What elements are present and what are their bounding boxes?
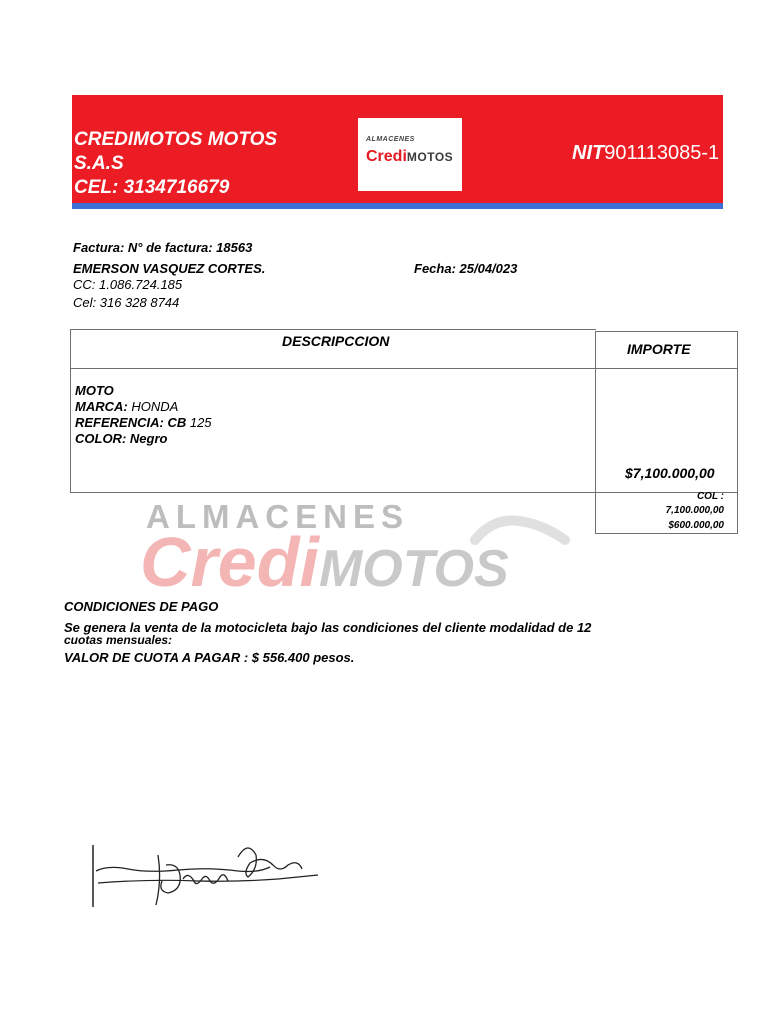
header-accent-bar — [72, 203, 723, 209]
logo-motos: MOTOS — [406, 150, 454, 164]
item-price: $7,100.000,00 — [625, 465, 715, 481]
nit — [572, 142, 719, 165]
item-referencia — [75, 415, 212, 430]
watermark-credi: Credi — [140, 523, 319, 601]
conditions-line2: cuotas mensuales: — [64, 633, 173, 647]
importe-header: IMPORTE — [627, 341, 691, 357]
conditions-title: CONDICIONES DE PAGO — [64, 599, 219, 614]
referencia-label: REFERENCIA: CB — [75, 415, 187, 430]
logo-credi: Credi — [366, 148, 407, 165]
client-cel: Cel: 316 328 8744 — [73, 295, 180, 310]
company-type: S.A.S — [74, 153, 124, 174]
client-cc: CC: 1.086.724.185 — [73, 277, 183, 292]
referencia-value: 125 — [186, 415, 212, 430]
desc-header: DESCRIPCCION — [282, 333, 390, 349]
company-info — [74, 128, 277, 200]
item-type: MOTO — [75, 383, 114, 398]
company-phone: CEL: 3134716679 — [74, 177, 230, 198]
invoice-number: Factura: N° de factura: 18563 — [73, 240, 253, 255]
conditions-line3: VALOR DE CUOTA A PAGAR : $ 556.400 pesos. — [64, 650, 355, 665]
logo-top-text: ALMACENES — [366, 136, 415, 143]
invoice-date: Fecha: 25/04/023 — [414, 261, 518, 276]
logo-wordmark — [366, 148, 453, 166]
marca-label: MARCA: — [75, 399, 128, 414]
marca-value: HONDA — [127, 399, 179, 414]
signature-icon — [88, 835, 328, 915]
watermark-motos: MOTOS — [318, 540, 509, 598]
nit-value: 901113085-1 — [604, 142, 720, 164]
client-name: EMERSON VASQUEZ CORTES. — [73, 261, 266, 276]
watermark-top: ALMACENES — [146, 498, 410, 535]
item-marca — [75, 399, 178, 414]
item-color: COLOR: Negro — [75, 431, 168, 446]
col-extra: $600.000,00 — [668, 520, 724, 531]
company-name: CREDIMOTOS MOTOS — [74, 129, 278, 150]
col-value: 7,100.000,00 — [665, 505, 724, 516]
watermark-wordmark — [140, 524, 509, 607]
col-label: COL : — [696, 491, 724, 502]
conditions-line1: Se genera la venta de la motocicleta bajo las condiciones del cliente modalidad de 12 — [64, 620, 592, 635]
nit-label: NIT — [572, 142, 605, 164]
